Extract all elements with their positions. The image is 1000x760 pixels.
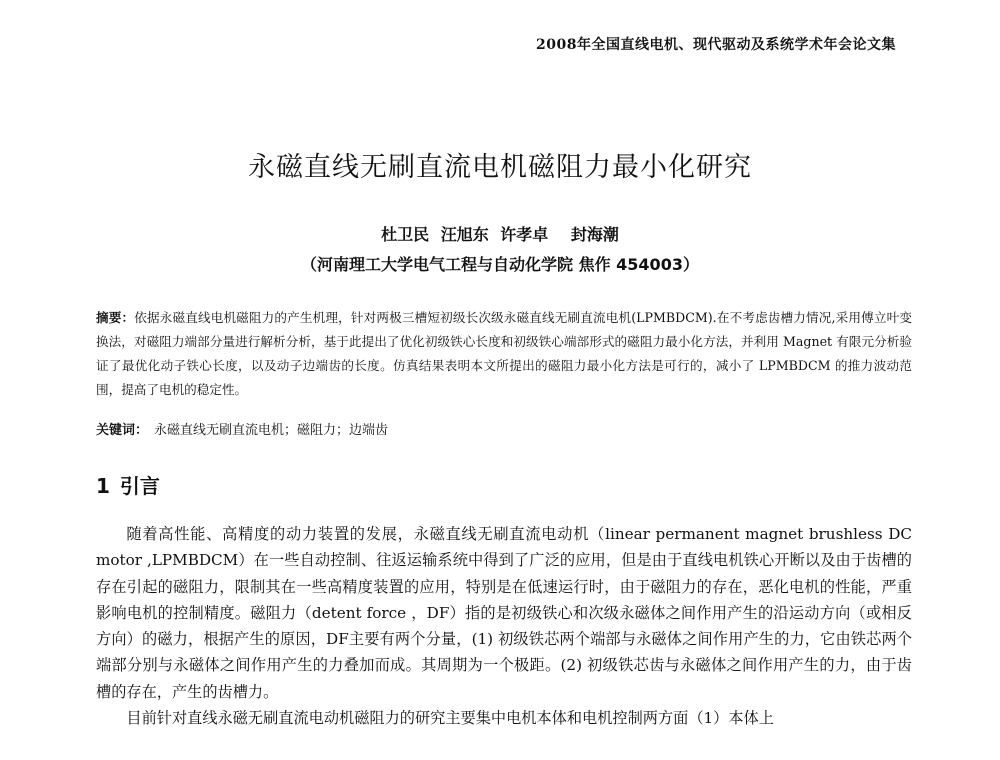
- body-paragraph: 随着高性能、高精度的动力装置的发展，永磁直线无刷直流电动机（linear permanent magnet brushless DC motor ,LPMBDCM）在一些自动控制、往返运输系统中得到了广泛的应用，但是由于直线电机铁心开断以及由于齿槽的存在引起的磁阻力，限制其在一些高精度装置的应用，特别是在低速运行时，由于磁阻力的存在，恶化电机的性能，严重影响电机的控制精度。磁阻力（detent force ，DF）指的是初级铁心和次级永磁体之间作用产生的沿运动方向（或相反方向）的磁力，根据产生的原因，DF主要有两个分量，(1) 初级铁芯两个端部与永磁体之间作用产生的力，它由铁芯两个端部分别与永磁体之间作用产生的力叠加而成。其周期为一个极距。(2) 初级铁芯齿与永磁体之间作用产生的力，由于齿槽的存在，产生的齿槽力。: [96, 525, 912, 701]
- author-list: [0, 222, 1000, 245]
- abstract-text: 依据永磁直线电机磁阻力的产生机理，针对两极三槽短初级长次级永磁直线无刷直流电机(LPMBDCM).在不考虑齿槽力情况,采用傅立叶变换法，对磁阻力端部分量进行解析分析，基于此提出了优化初级铁心长度和初级铁心端部形式的磁阻力最小化方法，并利用 Magnet 有限元分析验证了最优化动子铁心长度，以及动子边端齿的长度。仿真结果表明本文所提出的磁阻力最小化方法是可行的，减小了 LPMBDCM 的推力波动范围，提高了电机的稳定性。: [96, 310, 912, 397]
- author-name: 杜卫民: [381, 225, 430, 244]
- section-body: [96, 521, 912, 731]
- body-paragraph: 目前针对直线永磁无刷直流电动机磁阻力的研究主要集中电机本体和电机控制两方面（1）本体上: [126, 709, 774, 728]
- section-title: 引言: [119, 474, 160, 498]
- running-header: 2008年全国直线电机、现代驱动及系统学术年会论文集: [536, 37, 896, 53]
- keywords-text: 永磁直线无刷直流电机；磁阻力；边端齿: [154, 423, 389, 438]
- author-name: 封海潮: [570, 225, 619, 244]
- author-name: 许孝卓: [500, 225, 549, 244]
- abstract: [96, 306, 912, 402]
- author-name: 汪旭东: [440, 225, 489, 244]
- keywords-label: 关键词：: [96, 423, 149, 438]
- keywords: [96, 421, 912, 441]
- section-heading: [96, 470, 160, 499]
- paper-title: 永磁直线无刷直流电机磁阻力最小化研究: [248, 152, 752, 183]
- section-number: 1: [96, 474, 110, 498]
- abstract-label: 摘要：: [96, 310, 135, 325]
- affiliation: （河南理工大学电气工程与自动化学院 焦作 454003）: [301, 255, 699, 274]
